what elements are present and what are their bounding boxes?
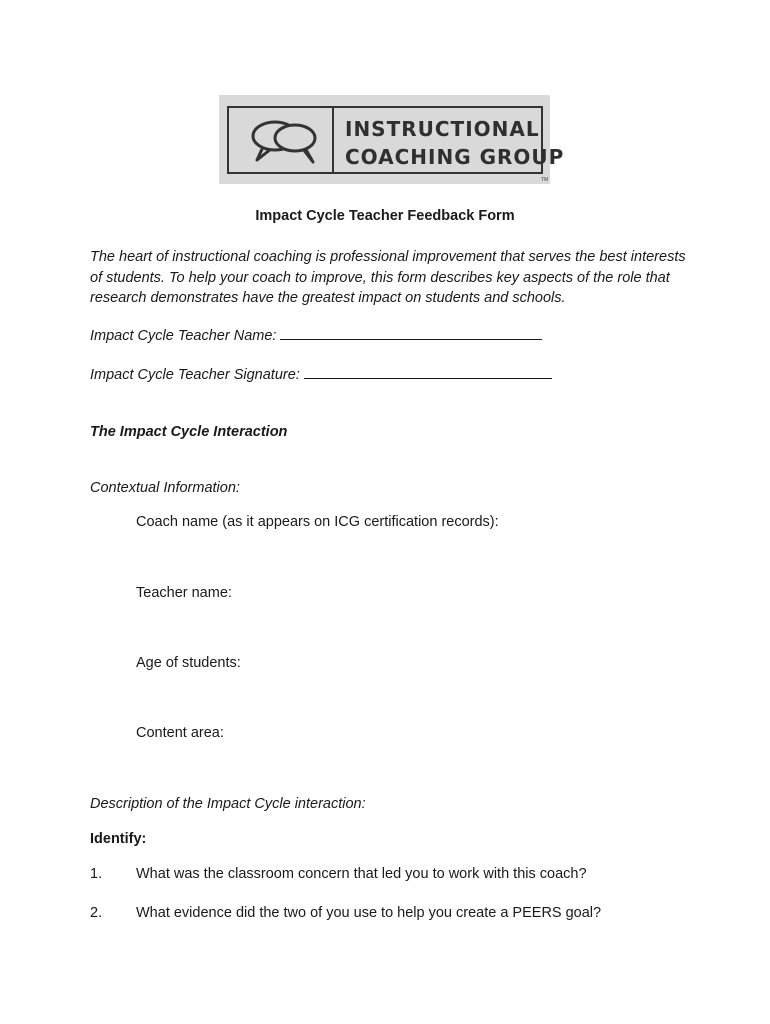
teacher-name-field (90, 327, 542, 344)
icg-logo (219, 95, 565, 184)
teacher-name-label: Impact Cycle Teacher Name: (90, 328, 277, 344)
logo-text-line2: COACHING GROUP (345, 145, 565, 169)
section-heading: The Impact Cycle Interaction (90, 424, 288, 440)
teacher-name-input-line[interactable] (280, 327, 542, 340)
contextual-info-heading: Contextual Information: (90, 480, 240, 496)
age-of-students-label: Age of students: (136, 655, 241, 671)
form-title: Impact Cycle Teacher Feedback Form (255, 208, 515, 224)
teacher-signature-label: Impact Cycle Teacher Signature: (90, 367, 300, 383)
logo-divider (332, 108, 334, 172)
question-text: What was the classroom concern that led you to work with this coach? (136, 866, 587, 882)
question-text: What evidence did the two of you use to help you create a PEERS goal? (136, 905, 602, 921)
identify-heading: Identify: (90, 831, 147, 847)
question-number: 1. (90, 866, 103, 882)
trademark-mark: TM (541, 177, 549, 183)
question-number: 2. (90, 905, 103, 921)
speech-bubbles-icon (243, 116, 325, 166)
logo-text-line1: INSTRUCTIONAL (345, 117, 540, 141)
coach-name-label: Coach name (as it appears on ICG certification records): (136, 514, 499, 530)
teacher-signature-field (90, 366, 552, 383)
intro-paragraph: The heart of instructional coaching is professional improvement that serves the best interests of students. To help your coach to improve, this form describes key aspects of the role that research demonstrates have the greatest impact on students and schools. (90, 249, 686, 306)
content-area-label: Content area: (136, 725, 224, 741)
teacher-signature-input-line[interactable] (304, 366, 552, 379)
teacher-name-context-label: Teacher name: (136, 585, 232, 601)
logo-frame (227, 106, 565, 174)
description-heading: Description of the Impact Cycle interaction: (90, 796, 366, 812)
